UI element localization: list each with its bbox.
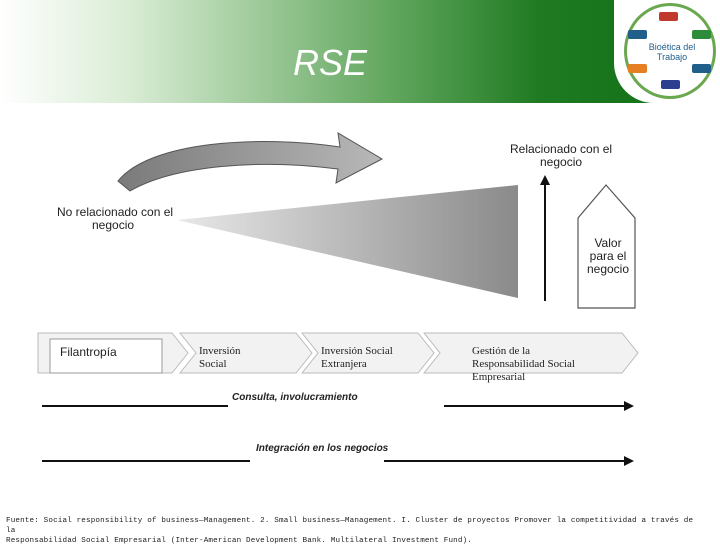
logo-box-bottom [661, 80, 680, 89]
arrowhead-integration [624, 456, 634, 466]
stage-foreign-investment [321, 345, 393, 371]
value-label-line1: Valor [594, 236, 622, 250]
arrow1-label: Consulta, involucramiento [232, 392, 358, 403]
source-footnote [6, 516, 706, 546]
bioethics-logo [614, 0, 720, 103]
vertical-arrowhead [540, 175, 550, 185]
stage-csr-line1: Gestión de la [472, 345, 531, 357]
unrelated-label [57, 206, 173, 232]
footnote-line1: Fuente: Social responsibility of business—Management. 2. Small business—Management. I. Cluster de proyectos Promover la competitividad a través de la [6, 517, 694, 535]
logo-text-line2: Trabajo [656, 52, 688, 62]
stage-csr-management [472, 345, 575, 384]
curved-arrow [118, 133, 382, 191]
logo-text-line1: Bioética del [648, 42, 696, 52]
stage-csr-line2: Responsabilidad Social [472, 358, 575, 370]
stage-social-investment [199, 345, 241, 371]
related-label-line1: Relacionado con el [510, 142, 613, 156]
arrowhead-consultation [624, 401, 634, 411]
rse-diagram [0, 103, 720, 503]
stage-csr-line3: Empresarial [472, 371, 526, 383]
value-label [586, 237, 630, 276]
slide-title: RSE [293, 42, 368, 83]
logo-box-lower-right [692, 64, 711, 73]
value-label-line2: para el [589, 249, 627, 263]
arrow2-label: Integración en los negocios [256, 443, 389, 454]
logo-box-top [659, 12, 678, 21]
unrelated-label-line2: negocio [92, 218, 135, 232]
stage-philanthropy-label: Filantropía [60, 345, 117, 359]
footnote-line2: Responsabilidad Social Empresarial (Inter-American Development Bank. Multilateral Investment Fund). [6, 537, 472, 545]
related-label-line2: negocio [540, 155, 583, 169]
header-banner [0, 0, 720, 103]
stage-foreign-investment-line1: Inversión Social [321, 345, 393, 357]
stage-social-investment-line2: Social [199, 358, 227, 370]
related-label [510, 143, 612, 169]
value-wedge [177, 185, 518, 298]
stage-social-investment-line1: Inversión [199, 345, 241, 357]
logo-text [644, 42, 700, 62]
stage-philanthropy [60, 346, 117, 359]
logo-box-right [692, 30, 711, 39]
stage-foreign-investment-line2: Extranjera [321, 358, 367, 370]
logo-box-left [628, 30, 647, 39]
unrelated-label-line1: No relacionado con el [57, 205, 174, 219]
logo-box-lower-left [628, 64, 647, 73]
value-label-line3: negocio [586, 262, 630, 276]
